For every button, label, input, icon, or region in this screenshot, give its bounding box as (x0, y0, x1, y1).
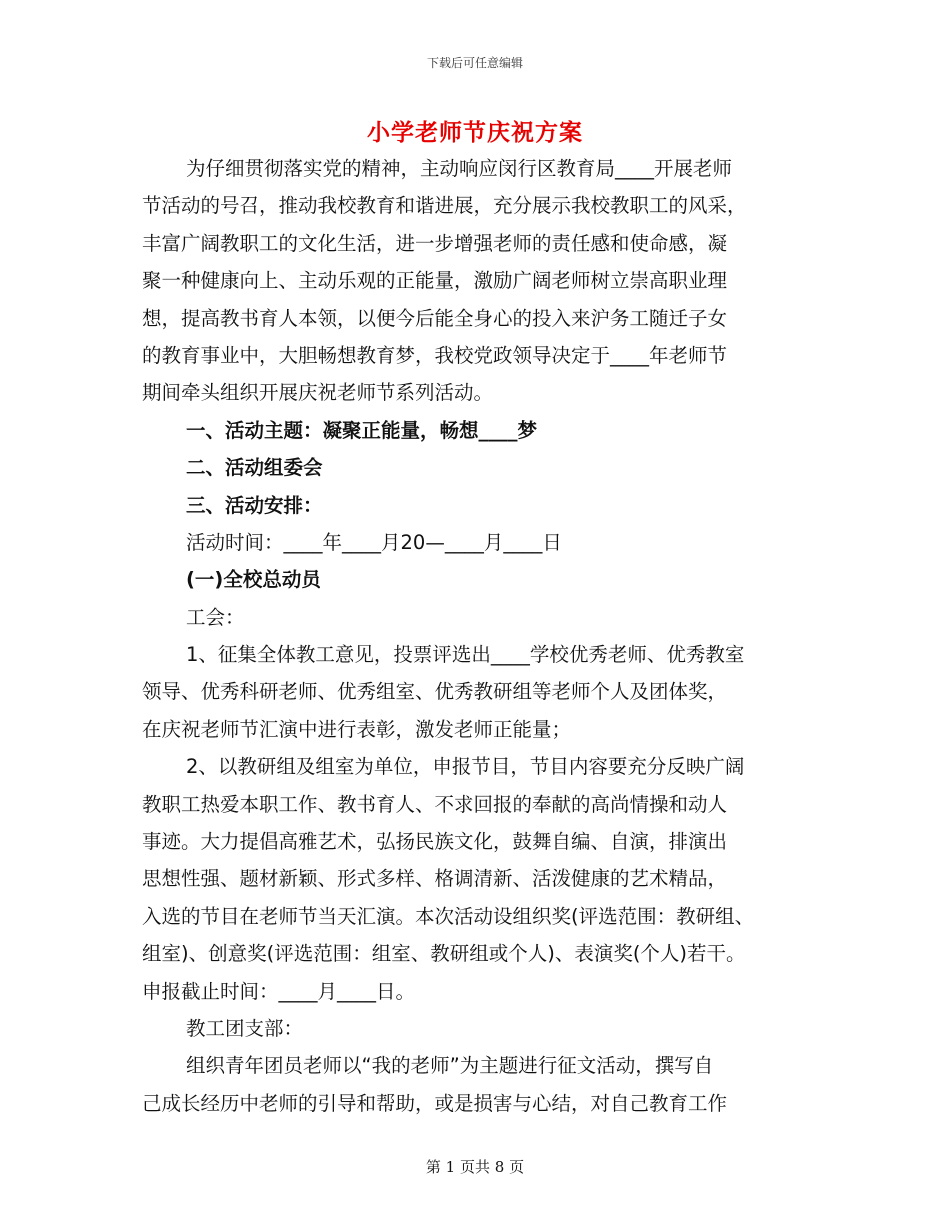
section-heading: 二、活动组委会 (186, 456, 323, 480)
paragraph-line: 期间牵头组织开展庆祝老师节系列活动。 (142, 381, 494, 405)
paragraph-line: 工会： (186, 605, 245, 629)
paragraph-line: 教工团支部： (186, 1016, 304, 1040)
paragraph-line: 教职工热爱本职工作、教书育人、不求回报的奉献的高尚情操和动人 (142, 792, 728, 816)
document-body (142, 150, 832, 1122)
section-heading: 三、活动安排： (186, 493, 323, 517)
paragraph-line: 1、征集全体教工意见，投票评选出____学校优秀老师、优秀教室 (186, 643, 745, 667)
section-heading: 一、活动主题：凝聚正能量，畅想____梦 (186, 418, 538, 442)
paragraph-line: 活动时间：____年____月20—____月____日 (186, 530, 562, 554)
paragraph-line: 事迹。大力提倡高雅艺术，弘扬民族文化，鼓舞自编、自演，排演出 (142, 830, 728, 854)
paragraph-line: 聚一种健康向上、主动乐观的正能量，激励广阔老师树立崇高职业理 (142, 269, 728, 293)
header-note: 下载后可任意编辑 (426, 56, 523, 70)
paragraph-line: 组织青年团员老师以“我的老师”为主题进行征文活动，撰写自 (186, 1054, 714, 1078)
paragraph-line: 为仔细贯彻落实党的精神，主动响应闵行区教育局____开展老师 (186, 157, 733, 180)
paragraph-line: 入选的节目在老师节当天汇演。本次活动设组织奖(评选范围：教研组、 (142, 904, 755, 928)
document-title: 小学老师节庆祝方案 (367, 120, 583, 146)
paragraph-line: 2、以教研组及组室为单位，申报节目，节目内容要充分反映广阔 (186, 755, 745, 779)
paragraph-line: 领导、优秀科研老师、优秀组室、优秀教研组等老师个人及团体奖， (142, 680, 728, 704)
paragraph-line: 思想性强、题材新颖、形式多样、格调清新、活泼健康的艺术精品， (142, 867, 728, 891)
paragraph-line: 组室)、创意奖(评选范围：组室、教研组或个人)、表演奖(个人)若干。 (142, 942, 746, 966)
paragraph-line: 节活动的号召，推动我校教育和谐进展，充分展示我校教职工的风采， (142, 194, 747, 218)
paragraph-line: 在庆祝老师节汇演中进行表彰，激发老师正能量； (142, 717, 572, 741)
section-heading: (一)全校总动员 (186, 568, 321, 592)
page-footer: 第 1 页共 8 页 (425, 1158, 525, 1176)
paragraph-line: 丰富广阔教职工的文化生活，进一步增强老师的责任感和使命感，凝 (142, 231, 728, 255)
paragraph-line: 申报截止时间：____月____日。 (142, 979, 416, 1003)
paragraph-line: 的教育事业中，大胆畅想教育梦，我校党政领导决定于____年老师节 (142, 343, 728, 367)
paragraph-line: 己成长经历中老师的引导和帮助，或是损害与心结，对自己教育工作 (142, 1091, 728, 1115)
paragraph-line: 想，提高教书育人本领，以便今后能全身心的投入来沪务工随迁子女 (142, 306, 728, 330)
